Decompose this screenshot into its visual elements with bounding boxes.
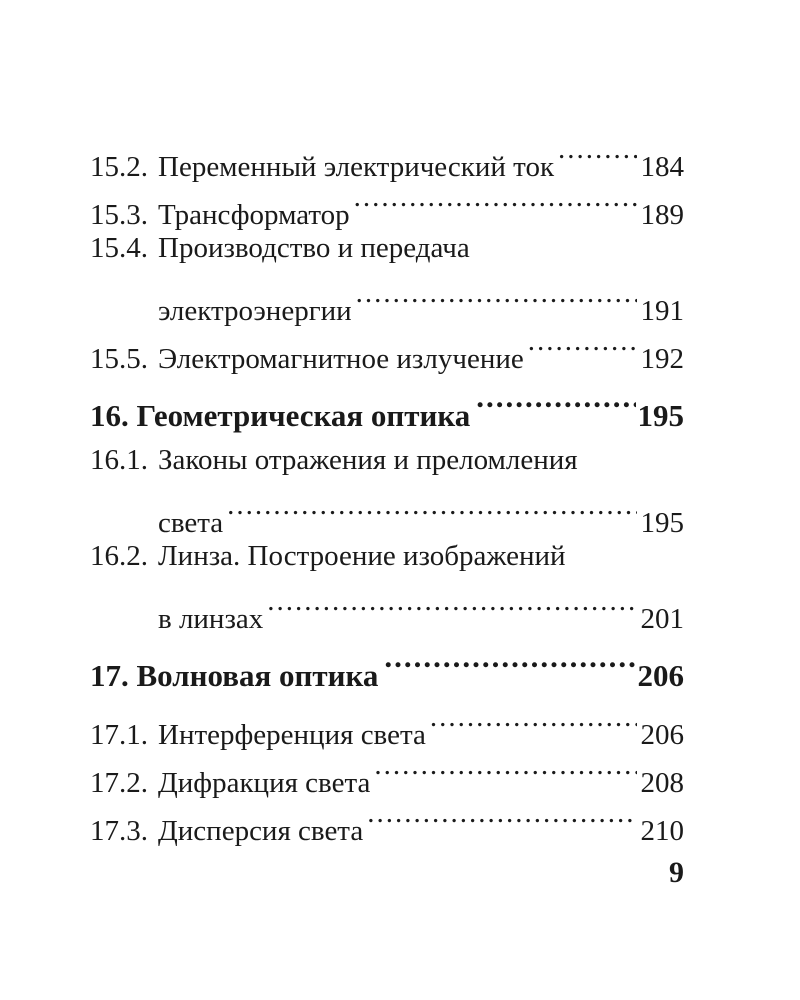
toc-entry-page: 191 bbox=[640, 295, 684, 327]
dot-leader bbox=[476, 372, 635, 426]
dot-leader bbox=[430, 696, 637, 744]
toc-entry-page: 184 bbox=[640, 151, 684, 183]
toc-entry-number: 15.3. bbox=[90, 199, 148, 231]
toc-entry-number: 15.5. bbox=[90, 343, 148, 375]
toc-entry-title: Дисперсия света bbox=[158, 815, 364, 847]
toc-entry-title: Интерференция света bbox=[158, 719, 426, 751]
chapter-title: 16. Геометрическая оптика bbox=[90, 398, 471, 433]
toc-entry-number: 15.4. bbox=[90, 232, 148, 264]
table-of-contents bbox=[90, 128, 684, 847]
dot-leader bbox=[367, 792, 636, 840]
toc-entry-15-4[interactable] bbox=[90, 224, 684, 272]
toc-entry-number: 17.1. bbox=[90, 719, 148, 751]
toc-entry-page: 210 bbox=[640, 815, 684, 847]
toc-entry-number: 16.2. bbox=[90, 540, 148, 572]
toc-entry-page: 195 bbox=[640, 507, 684, 539]
toc-entry-page: 201 bbox=[640, 603, 684, 635]
toc-entry-16-1[interactable] bbox=[90, 436, 684, 484]
toc-entry-17-1[interactable] bbox=[90, 696, 684, 751]
toc-entry-page: 189 bbox=[640, 199, 684, 231]
toc-entry-title: Дифракция света bbox=[158, 767, 371, 799]
dot-leader bbox=[354, 176, 637, 224]
dot-leader bbox=[227, 484, 636, 532]
toc-entry-16-2[interactable] bbox=[90, 532, 684, 580]
toc-entry-title-continuation: в линзах bbox=[158, 603, 264, 635]
toc-entry-title: Переменный электрический ток bbox=[158, 151, 555, 183]
toc-entry-title-continuation: электроэнергии bbox=[158, 295, 352, 327]
page-number: 9 bbox=[669, 856, 684, 889]
toc-entry-title: Электромагнитное излучение bbox=[158, 343, 524, 375]
toc-entry-title-continuation: света bbox=[158, 507, 224, 539]
toc-entry-title: Законы отражения и преломления bbox=[158, 444, 578, 476]
dot-leader bbox=[267, 580, 636, 628]
toc-entry-page: 206 bbox=[640, 719, 684, 751]
dot-leader bbox=[528, 320, 637, 368]
chapter-page: 195 bbox=[637, 398, 684, 433]
toc-entry-page: 208 bbox=[640, 767, 684, 799]
toc-entry-title: Линза. Построение изображений bbox=[158, 540, 566, 572]
toc-entry-number: 15.2. bbox=[90, 151, 148, 183]
toc-entry-15-4-continuation[interactable] bbox=[90, 272, 684, 327]
toc-entry-page: 192 bbox=[640, 343, 684, 375]
toc-entry-number: 17.2. bbox=[90, 767, 148, 799]
toc-entry-title: Трансформатор bbox=[158, 199, 350, 231]
toc-entry-15-2[interactable] bbox=[90, 128, 684, 183]
toc-entry-title: Производство и передача bbox=[158, 232, 470, 264]
dot-leader bbox=[374, 744, 636, 792]
toc-entry-16-2-continuation[interactable] bbox=[90, 580, 684, 635]
dot-leader bbox=[384, 632, 635, 686]
chapter-title: 17. Волновая оптика bbox=[90, 658, 379, 693]
dot-leader bbox=[356, 272, 637, 320]
chapter-page: 206 bbox=[637, 658, 684, 693]
toc-entry-number: 16.1. bbox=[90, 444, 148, 476]
toc-entry-16-1-continuation[interactable] bbox=[90, 484, 684, 539]
dot-leader bbox=[558, 128, 636, 176]
toc-entry-number: 17.3. bbox=[90, 815, 148, 847]
